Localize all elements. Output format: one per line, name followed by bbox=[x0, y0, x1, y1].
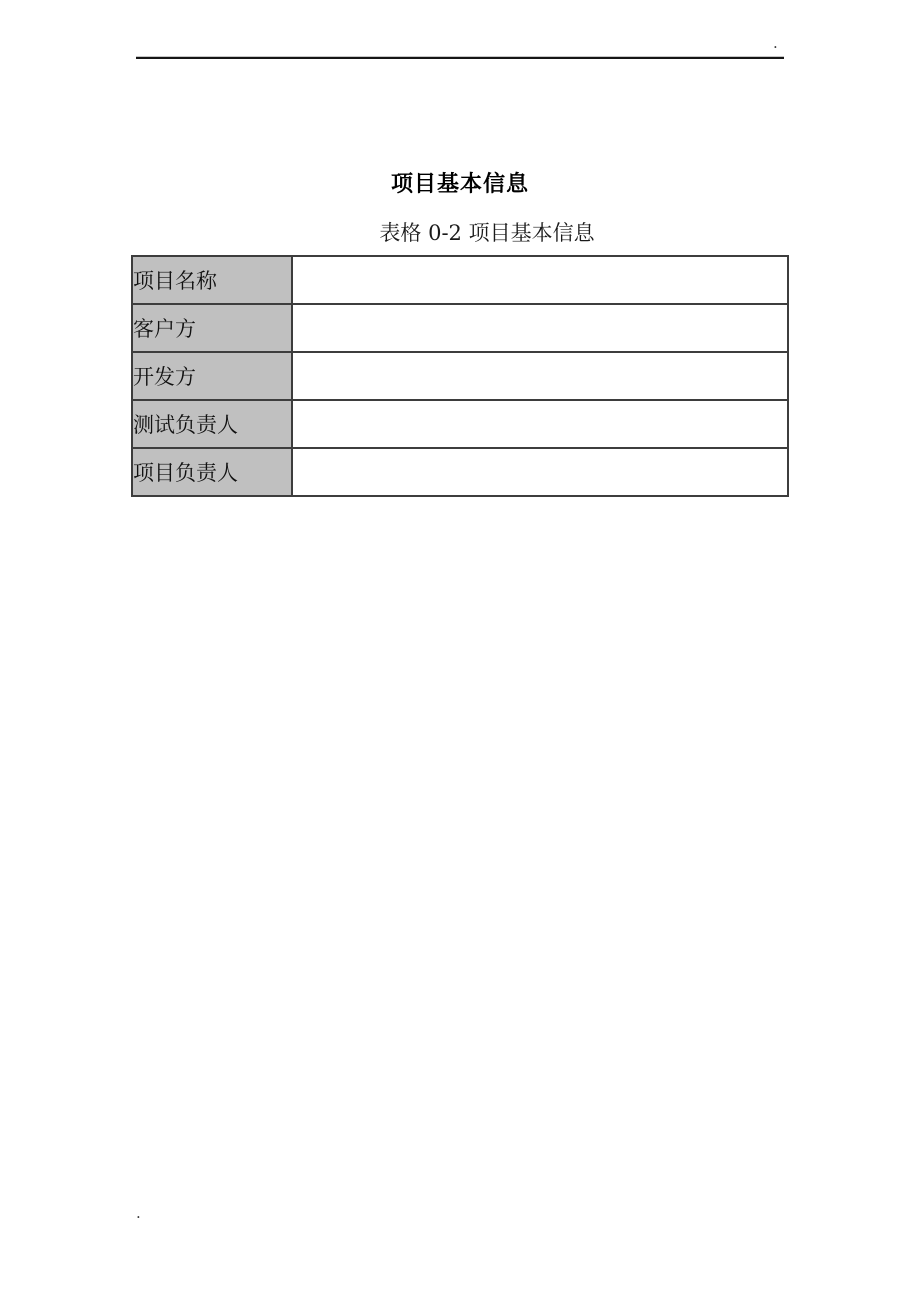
row-value-client[interactable] bbox=[292, 304, 788, 352]
row-value-project-lead[interactable] bbox=[292, 448, 788, 496]
footer-period-mark: . bbox=[136, 1204, 141, 1222]
row-value-developer[interactable] bbox=[292, 352, 788, 400]
row-label-client: 客户方 bbox=[132, 304, 292, 352]
table-row bbox=[132, 448, 788, 496]
table-row bbox=[132, 256, 788, 304]
row-value-test-lead[interactable] bbox=[292, 400, 788, 448]
table-row bbox=[132, 400, 788, 448]
table-row bbox=[132, 352, 788, 400]
row-label-developer: 开发方 bbox=[132, 352, 292, 400]
table-caption: 表格 0-2 项目基本信息 bbox=[379, 221, 595, 245]
row-value-project-name[interactable] bbox=[292, 256, 788, 304]
row-label-project-name: 项目名称 bbox=[132, 256, 292, 304]
page-title: 项目基本信息 bbox=[390, 171, 529, 197]
header-period-mark: . bbox=[773, 34, 778, 52]
row-label-test-lead: 测试负责人 bbox=[132, 400, 292, 448]
table-row bbox=[132, 304, 788, 352]
project-info-table bbox=[131, 255, 789, 497]
row-label-project-lead: 项目负责人 bbox=[132, 448, 292, 496]
header-rule bbox=[136, 56, 784, 59]
